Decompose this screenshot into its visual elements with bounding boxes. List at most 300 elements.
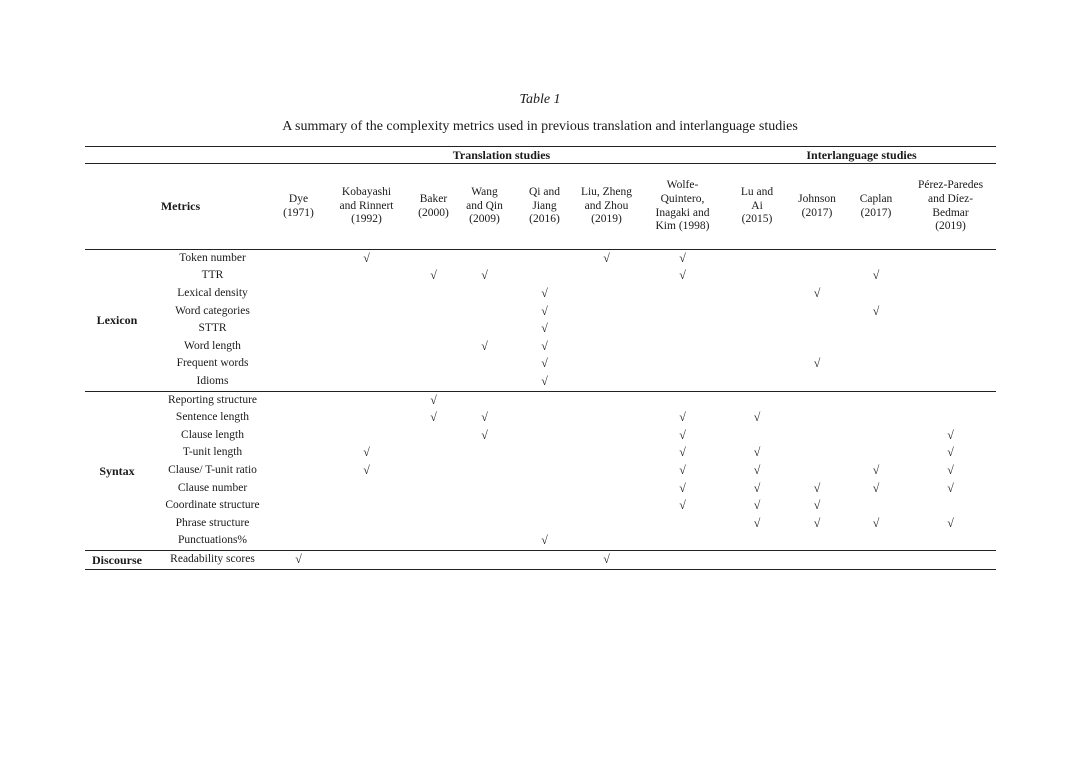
column-header — [412, 164, 455, 250]
metric-name: Word length — [184, 339, 241, 352]
check-cell — [787, 303, 847, 321]
check-cell — [787, 338, 847, 356]
check-mark: √ — [813, 480, 821, 495]
column-header-text: Baker (2000) — [418, 192, 449, 219]
check-cell — [787, 515, 847, 533]
column-header-text: Pérez-Paredes and Díez-Bedmar (2019) — [917, 178, 984, 233]
table-row — [85, 427, 996, 445]
check-cell — [727, 497, 787, 515]
check-mark: √ — [872, 268, 880, 283]
table-row — [85, 445, 996, 463]
check-cell — [412, 445, 455, 463]
check-cell — [638, 250, 727, 268]
check-cell — [321, 427, 412, 445]
table-row — [85, 515, 996, 533]
check-cell — [514, 268, 575, 286]
check-mark: √ — [679, 410, 686, 425]
check-cell — [575, 356, 638, 374]
table-row — [85, 250, 996, 268]
metric-name: Coordinate structure — [165, 499, 260, 512]
check-cell — [847, 533, 905, 551]
check-cell — [905, 409, 996, 427]
check-cell — [514, 356, 575, 374]
check-cell — [321, 497, 412, 515]
category-label: Discourse — [92, 552, 142, 567]
check-cell — [905, 303, 996, 321]
check-cell — [638, 320, 727, 338]
check-mark: √ — [753, 410, 761, 425]
check-cell — [276, 373, 321, 391]
check-cell — [905, 551, 996, 570]
check-cell — [787, 497, 847, 515]
check-cell — [727, 285, 787, 303]
check-cell — [455, 285, 514, 303]
table-row — [85, 356, 996, 374]
column-header — [638, 164, 727, 250]
check-mark: √ — [541, 286, 548, 301]
check-cell — [847, 303, 905, 321]
check-cell — [847, 445, 905, 463]
check-cell — [412, 551, 455, 570]
check-mark: √ — [430, 410, 437, 425]
check-cell — [787, 268, 847, 286]
check-mark: √ — [813, 286, 821, 301]
check-cell — [321, 250, 412, 268]
check-mark: √ — [679, 268, 686, 283]
check-cell — [276, 285, 321, 303]
check-mark: √ — [872, 515, 880, 530]
check-cell — [787, 320, 847, 338]
column-header-text: Kobayashi and Rinnert (1992) — [339, 185, 394, 226]
check-cell — [455, 409, 514, 427]
check-cell — [412, 373, 455, 391]
column-header — [787, 164, 847, 250]
check-mark: √ — [947, 445, 954, 460]
check-cell — [412, 356, 455, 374]
check-mark: √ — [541, 321, 548, 336]
check-cell — [787, 480, 847, 498]
check-cell — [575, 480, 638, 498]
check-cell — [905, 320, 996, 338]
metric-name: Idioms — [196, 375, 229, 388]
check-mark: √ — [753, 498, 761, 513]
column-header — [514, 164, 575, 250]
check-cell — [276, 409, 321, 427]
check-mark: √ — [295, 551, 302, 566]
check-mark: √ — [753, 480, 761, 495]
check-cell — [321, 356, 412, 374]
check-cell — [727, 268, 787, 286]
check-cell — [412, 268, 455, 286]
group-header-spacer — [85, 147, 276, 164]
check-cell — [787, 445, 847, 463]
check-cell — [514, 515, 575, 533]
column-header — [575, 164, 638, 250]
column-header-text: Lu and Ai (2015) — [740, 185, 774, 226]
check-cell — [787, 533, 847, 551]
column-header-text: Wolfe-Quintero, Inagaki and Kim (1998) — [655, 178, 710, 233]
check-cell — [276, 338, 321, 356]
check-cell — [514, 373, 575, 391]
group-interlanguage-studies: Interlanguage studies — [806, 147, 917, 162]
check-mark: √ — [541, 374, 548, 389]
check-mark: √ — [753, 515, 761, 530]
check-mark: √ — [603, 551, 610, 566]
metric-name: TTR — [201, 269, 224, 282]
metric-name: STTR — [198, 322, 227, 335]
metric-name: Clause number — [177, 481, 248, 494]
check-cell — [321, 533, 412, 551]
check-cell — [514, 445, 575, 463]
check-cell — [638, 303, 727, 321]
check-cell — [455, 515, 514, 533]
column-header — [455, 164, 514, 250]
check-cell — [787, 409, 847, 427]
check-cell — [905, 462, 996, 480]
check-mark: √ — [481, 338, 488, 353]
table-row — [85, 551, 996, 570]
check-cell — [638, 391, 727, 409]
check-mark: √ — [753, 463, 761, 478]
check-cell — [276, 462, 321, 480]
check-cell — [514, 285, 575, 303]
group-header-row — [85, 147, 996, 164]
check-cell — [787, 373, 847, 391]
check-cell — [847, 338, 905, 356]
check-cell — [575, 533, 638, 551]
check-cell — [905, 497, 996, 515]
check-cell — [905, 268, 996, 286]
check-cell — [847, 356, 905, 374]
check-cell — [276, 515, 321, 533]
metric-name: Frequent words — [176, 357, 249, 370]
check-cell — [905, 338, 996, 356]
group-translation-studies: Translation studies — [452, 147, 551, 162]
check-cell — [847, 391, 905, 409]
check-cell — [276, 480, 321, 498]
table-row — [85, 303, 996, 321]
check-cell — [321, 445, 412, 463]
check-cell — [575, 338, 638, 356]
check-cell — [412, 285, 455, 303]
check-cell — [276, 391, 321, 409]
check-cell — [514, 480, 575, 498]
check-mark: √ — [430, 392, 437, 407]
table-title: A summary of the complexity metrics used in previous translation and interlanguage studies — [282, 119, 798, 134]
check-mark: √ — [541, 533, 548, 548]
check-cell — [638, 445, 727, 463]
check-cell — [321, 515, 412, 533]
column-header — [727, 164, 787, 250]
check-cell — [514, 320, 575, 338]
check-cell — [787, 356, 847, 374]
check-cell — [787, 427, 847, 445]
check-cell — [455, 373, 514, 391]
check-cell — [321, 285, 412, 303]
column-header-text: Wang and Qin (2009) — [466, 185, 503, 226]
check-cell — [638, 480, 727, 498]
check-cell — [276, 445, 321, 463]
check-cell — [727, 391, 787, 409]
check-cell — [276, 268, 321, 286]
check-cell — [575, 462, 638, 480]
check-mark: √ — [363, 250, 370, 265]
check-cell — [575, 409, 638, 427]
check-cell — [276, 250, 321, 268]
check-cell — [514, 303, 575, 321]
check-cell — [787, 551, 847, 570]
check-cell — [321, 480, 412, 498]
check-mark: √ — [947, 427, 954, 442]
check-cell — [847, 497, 905, 515]
check-mark: √ — [481, 427, 488, 442]
table-row — [85, 338, 996, 356]
check-cell — [276, 427, 321, 445]
metric-name: Word categories — [175, 304, 250, 317]
metric-name: Readability scores — [170, 552, 255, 565]
check-cell — [455, 391, 514, 409]
check-cell — [455, 356, 514, 374]
metric-name: Sentence length — [175, 411, 250, 424]
check-cell — [905, 445, 996, 463]
check-cell — [638, 551, 727, 570]
check-cell — [638, 533, 727, 551]
check-cell — [455, 320, 514, 338]
check-cell — [412, 409, 455, 427]
check-cell — [847, 462, 905, 480]
check-cell — [514, 409, 575, 427]
metric-name: Punctuations% — [178, 534, 247, 547]
column-header-row — [85, 164, 996, 250]
check-mark: √ — [481, 268, 488, 283]
check-mark: √ — [363, 445, 370, 460]
check-cell — [455, 338, 514, 356]
check-cell — [638, 497, 727, 515]
check-cell — [321, 268, 412, 286]
check-cell — [412, 497, 455, 515]
check-cell — [727, 320, 787, 338]
check-cell — [727, 551, 787, 570]
check-mark: √ — [679, 498, 686, 513]
check-cell — [455, 445, 514, 463]
check-cell — [575, 515, 638, 533]
check-cell — [905, 373, 996, 391]
metrics-summary-table — [85, 146, 996, 570]
column-header-text: Johnson (2017) — [798, 192, 836, 219]
check-cell — [455, 533, 514, 551]
table-row — [85, 409, 996, 427]
check-cell — [727, 250, 787, 268]
check-cell — [321, 320, 412, 338]
check-cell — [787, 250, 847, 268]
check-cell — [575, 303, 638, 321]
check-cell — [412, 480, 455, 498]
check-cell — [847, 480, 905, 498]
table-row — [85, 320, 996, 338]
check-cell — [905, 285, 996, 303]
metric-name: Lexical density — [177, 287, 248, 300]
check-mark: √ — [430, 268, 437, 283]
check-cell — [276, 497, 321, 515]
category-label: Lexicon — [96, 313, 138, 328]
check-mark: √ — [753, 445, 761, 460]
check-cell — [575, 445, 638, 463]
check-cell — [638, 427, 727, 445]
check-mark: √ — [872, 480, 880, 495]
check-cell — [638, 515, 727, 533]
check-cell — [905, 480, 996, 498]
check-cell — [321, 338, 412, 356]
check-cell — [412, 533, 455, 551]
check-mark: √ — [947, 480, 954, 495]
check-mark: √ — [947, 515, 954, 530]
check-mark: √ — [679, 480, 686, 495]
check-cell — [514, 551, 575, 570]
table-row — [85, 373, 996, 391]
check-cell — [321, 462, 412, 480]
check-mark: √ — [541, 338, 548, 353]
check-cell — [847, 250, 905, 268]
column-header-text: Caplan (2017) — [859, 192, 893, 219]
check-cell — [905, 533, 996, 551]
check-cell — [787, 391, 847, 409]
check-cell — [727, 373, 787, 391]
check-cell — [412, 250, 455, 268]
check-cell — [455, 303, 514, 321]
check-cell — [638, 285, 727, 303]
check-cell — [905, 250, 996, 268]
check-cell — [321, 551, 412, 570]
check-cell — [412, 515, 455, 533]
check-cell — [847, 320, 905, 338]
column-header — [321, 164, 412, 250]
check-cell — [575, 427, 638, 445]
check-mark: √ — [541, 356, 548, 371]
check-cell — [514, 338, 575, 356]
check-cell — [727, 409, 787, 427]
metrics-header: Metrics — [160, 199, 201, 214]
check-cell — [575, 285, 638, 303]
metric-name: Reporting structure — [167, 393, 258, 406]
check-cell — [575, 373, 638, 391]
check-cell — [455, 250, 514, 268]
check-cell — [276, 533, 321, 551]
check-mark: √ — [813, 498, 821, 513]
check-mark: √ — [679, 445, 686, 460]
check-cell — [514, 427, 575, 445]
check-cell — [455, 497, 514, 515]
table-label: Table 1 — [519, 92, 561, 107]
table-row — [85, 462, 996, 480]
check-cell — [905, 427, 996, 445]
check-cell — [847, 427, 905, 445]
check-cell — [638, 409, 727, 427]
check-mark: √ — [813, 356, 821, 371]
check-mark: √ — [541, 303, 548, 318]
check-cell — [276, 303, 321, 321]
check-mark: √ — [481, 410, 488, 425]
check-cell — [905, 515, 996, 533]
check-cell — [575, 391, 638, 409]
check-cell — [638, 338, 727, 356]
check-mark: √ — [872, 463, 880, 478]
column-header — [847, 164, 905, 250]
table-row — [85, 285, 996, 303]
check-cell — [575, 268, 638, 286]
check-cell — [727, 515, 787, 533]
check-mark: √ — [603, 250, 610, 265]
check-cell — [412, 462, 455, 480]
check-cell — [727, 356, 787, 374]
check-cell — [727, 303, 787, 321]
check-cell — [514, 391, 575, 409]
check-cell — [575, 320, 638, 338]
check-cell — [276, 551, 321, 570]
check-cell — [727, 480, 787, 498]
metric-name: Phrase structure — [175, 516, 250, 529]
check-cell — [787, 462, 847, 480]
check-cell — [412, 338, 455, 356]
check-cell — [847, 268, 905, 286]
check-cell — [321, 391, 412, 409]
check-cell — [575, 551, 638, 570]
column-header-text: Dye (1971) — [283, 192, 314, 219]
check-cell — [727, 533, 787, 551]
check-cell — [575, 250, 638, 268]
check-mark: √ — [679, 427, 686, 442]
check-cell — [514, 462, 575, 480]
metric-name: T-unit length — [182, 446, 243, 459]
check-cell — [455, 551, 514, 570]
check-cell — [455, 268, 514, 286]
check-cell — [847, 515, 905, 533]
check-cell — [321, 303, 412, 321]
table-row — [85, 497, 996, 515]
check-cell — [727, 462, 787, 480]
check-cell — [412, 427, 455, 445]
column-header-text: Liu, Zheng and Zhou (2019) — [580, 185, 633, 226]
table-row — [85, 533, 996, 551]
category-label: Syntax — [99, 463, 135, 478]
check-cell — [638, 462, 727, 480]
check-cell — [847, 551, 905, 570]
check-cell — [638, 356, 727, 374]
check-cell — [575, 497, 638, 515]
check-cell — [727, 427, 787, 445]
check-cell — [905, 356, 996, 374]
check-cell — [276, 320, 321, 338]
check-cell — [455, 427, 514, 445]
check-mark: √ — [813, 515, 821, 530]
check-cell — [727, 338, 787, 356]
check-cell — [638, 268, 727, 286]
check-cell — [638, 373, 727, 391]
check-cell — [847, 409, 905, 427]
check-cell — [455, 480, 514, 498]
check-cell — [276, 356, 321, 374]
check-mark: √ — [679, 250, 686, 265]
check-cell — [787, 285, 847, 303]
metric-name: Clause/ T-unit ratio — [168, 464, 257, 477]
check-cell — [514, 533, 575, 551]
check-cell — [905, 391, 996, 409]
check-cell — [847, 373, 905, 391]
column-header — [905, 164, 996, 250]
column-header-text: Qi and Jiang (2016) — [529, 185, 560, 226]
check-mark: √ — [947, 463, 954, 478]
check-cell — [412, 391, 455, 409]
check-mark: √ — [679, 463, 686, 478]
